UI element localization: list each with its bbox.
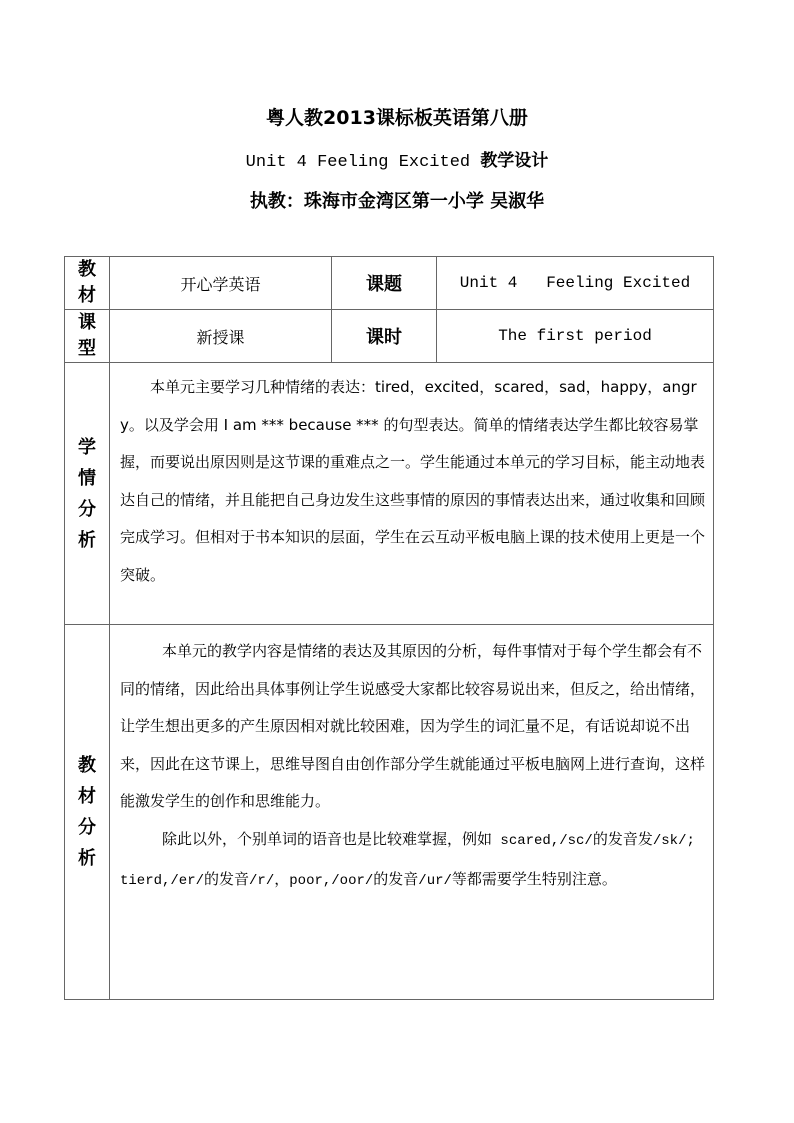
teacher-line: 执教：珠海市金湾区第一小学 吴淑华 xyxy=(249,191,545,212)
value-lesson-type: 新授课 xyxy=(110,310,332,363)
value-textbook: 开心学英语 xyxy=(110,257,332,310)
material-analysis-paragraph-1: 本单元的教学内容是情绪的表达及其原因的分析，每件事情对于每个学生都会有不同的情绪，因此给出具体事例让学生说感受大家都比较容易说出来，但反之，给出情绪，让学生想出更多的产生原因相对就比较困难，因为学生的词汇量不足，有话说却说不出来，因此在这节课上，思维导图自由创作部分学生就能通过平板电脑网上进行查询，这样能激发学生的创作和思维能力。 xyxy=(120,642,706,811)
student-analysis-paragraph: 本单元主要学习几种情绪的表达：tired，excited，scared，sad，happy，angry。以及学会用 I am *** because *** 的句型表达。简单的情绪表达学生都比较容易掌握，而要说出原因则是这节课的重难点之一。学生能通过本单元的学习目标，能主动地表达自己的情绪，并且能把自己身边发生这些事情的原因的事情表达出来，通过收集和回顾完成学习。但相对于书本知识的层面，学生在云互动平板电脑上课的技术使用上更是一个突破。 xyxy=(120,378,706,584)
label-student-analysis: 学 情 分 析 xyxy=(65,363,110,625)
table-row xyxy=(65,257,714,310)
table-row xyxy=(65,625,714,1000)
label-material-analysis: 教 材 分 析 xyxy=(65,625,110,1000)
table-row xyxy=(65,310,714,363)
value-topic: Unit 4 Feeling Excited xyxy=(437,257,714,310)
unit-title-en: Unit 4 Feeling Excited xyxy=(245,153,481,172)
material-analysis-text xyxy=(110,625,714,1000)
document-title: 粤人教2013课标板英语第八册 xyxy=(266,107,528,129)
value-period: The first period xyxy=(437,310,714,363)
table-row xyxy=(65,363,714,625)
material-analysis-paragraph-2: 除此以外，个别单词的语音也是比较难掌握，例如 scared,/sc/的发音发/sk/; tierd,/er/的发音/r/，poor,/oor/的发音/ur/等都需要学生特别注意。 xyxy=(120,829,695,889)
student-analysis-text xyxy=(110,363,714,625)
label-lesson-type: 课 型 xyxy=(65,310,110,363)
unit-title-cn: 教学设计 xyxy=(480,151,549,171)
label-topic: 课题 xyxy=(332,257,437,310)
lesson-plan-table xyxy=(64,256,714,1000)
label-period: 课时 xyxy=(332,310,437,363)
label-textbook: 教 材 xyxy=(65,257,110,310)
unit-title xyxy=(0,146,794,172)
